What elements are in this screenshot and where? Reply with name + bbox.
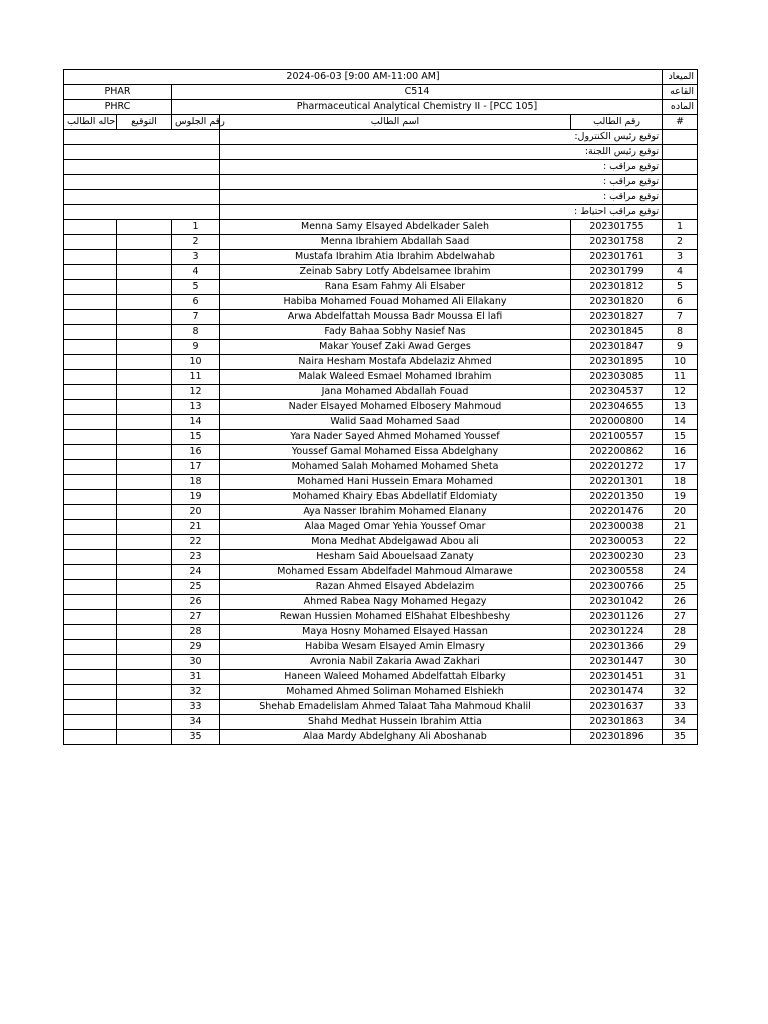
student-name: Shehab Emadelislam Ahmed Talaat Taha Mahmoud Khalil: [220, 700, 571, 715]
student-signature-cell: [117, 355, 172, 370]
seat-number: 22: [172, 535, 220, 550]
seat-number: 15: [172, 430, 220, 445]
seat-number: 8: [172, 325, 220, 340]
student-id: 202301447: [571, 655, 663, 670]
student-status-cell: [64, 235, 117, 250]
student-name: Mohamed Ahmed Soliman Mohamed Elshiekh: [220, 685, 571, 700]
seat-number: 21: [172, 520, 220, 535]
exam-date: 2024-06-03 [9:00 AM-11:00 AM]: [64, 70, 663, 85]
table-row: [64, 490, 698, 505]
seat-number: 25: [172, 580, 220, 595]
student-name: Habiba Wesam Elsayed Amin Elmasry: [220, 640, 571, 655]
student-id: 202300230: [571, 550, 663, 565]
student-status-cell: [64, 400, 117, 415]
student-status-cell: [64, 250, 117, 265]
student-id: 202201476: [571, 505, 663, 520]
table-row: [64, 295, 698, 310]
student-signature-cell: [117, 235, 172, 250]
signature-row: [64, 145, 698, 160]
row-index: 29: [663, 640, 698, 655]
row-index: 1: [663, 220, 698, 235]
row-index: 3: [663, 250, 698, 265]
seat-number: 33: [172, 700, 220, 715]
table-row: [64, 625, 698, 640]
signature-blank-left: [64, 175, 220, 190]
student-name: Mustafa Ibrahim Atia Ibrahim Abdelwahab: [220, 250, 571, 265]
seat-number: 13: [172, 400, 220, 415]
student-id: 202301042: [571, 595, 663, 610]
student-id: 202201350: [571, 490, 663, 505]
seat-number: 19: [172, 490, 220, 505]
student-name: Malak Waleed Esmael Mohamed Ibrahim: [220, 370, 571, 385]
student-name: Rana Esam Fahmy Ali Elsaber: [220, 280, 571, 295]
student-name: Fady Bahaa Sobhy Nasief Nas: [220, 325, 571, 340]
row-index: 21: [663, 520, 698, 535]
table-row: [64, 265, 698, 280]
student-id: 202300766: [571, 580, 663, 595]
col-signature-header: التوقيع: [117, 115, 172, 130]
table-row: [64, 535, 698, 550]
student-status-cell: [64, 490, 117, 505]
student-signature-cell: [117, 250, 172, 265]
seat-number: 3: [172, 250, 220, 265]
seat-number: 24: [172, 565, 220, 580]
signature-blank-right: [663, 160, 698, 175]
row-index: 23: [663, 550, 698, 565]
row-index: 22: [663, 535, 698, 550]
student-name: Alaa Maged Omar Yehia Youssef Omar: [220, 520, 571, 535]
student-status-cell: [64, 385, 117, 400]
student-id: 202301799: [571, 265, 663, 280]
student-status-cell: [64, 715, 117, 730]
table-row: [64, 505, 698, 520]
student-status-cell: [64, 565, 117, 580]
student-status-cell: [64, 325, 117, 340]
student-name: Mona Medhat Abdelgawad Abou ali: [220, 535, 571, 550]
subject-row: [64, 100, 698, 115]
table-row: [64, 595, 698, 610]
column-header-row: [64, 115, 698, 130]
subject-code: PHRC: [64, 100, 172, 115]
student-id: 202200862: [571, 445, 663, 460]
row-index: 35: [663, 730, 698, 745]
seat-number: 16: [172, 445, 220, 460]
seat-number: 26: [172, 595, 220, 610]
student-id: 202301812: [571, 280, 663, 295]
student-name: Zeinab Sabry Lotfy Abdelsamee Ibrahim: [220, 265, 571, 280]
student-status-cell: [64, 700, 117, 715]
signature-blank-right: [663, 205, 698, 220]
table-row: [64, 445, 698, 460]
student-status-cell: [64, 550, 117, 565]
student-id: 202301761: [571, 250, 663, 265]
seat-number: 11: [172, 370, 220, 385]
row-index: 12: [663, 385, 698, 400]
table-row: [64, 310, 698, 325]
student-id: 202301863: [571, 715, 663, 730]
student-status-cell: [64, 340, 117, 355]
student-name: Habiba Mohamed Fouad Mohamed Ali Ellakany: [220, 295, 571, 310]
signature-row: [64, 130, 698, 145]
student-status-cell: [64, 280, 117, 295]
signature-row: [64, 175, 698, 190]
student-signature-cell: [117, 730, 172, 745]
signature-row: [64, 190, 698, 205]
student-name: Yara Nader Sayed Ahmed Mohamed Youssef: [220, 430, 571, 445]
row-index: 26: [663, 595, 698, 610]
seat-number: 10: [172, 355, 220, 370]
table-row: [64, 250, 698, 265]
student-signature-cell: [117, 595, 172, 610]
student-name: Naira Hesham Mostafa Abdelaziz Ahmed: [220, 355, 571, 370]
table-row: [64, 520, 698, 535]
signature-label: توقيع مراقب :: [220, 175, 663, 190]
student-name: Maya Hosny Mohamed Elsayed Hassan: [220, 625, 571, 640]
student-signature-cell: [117, 220, 172, 235]
row-index: 25: [663, 580, 698, 595]
student-status-cell: [64, 580, 117, 595]
signature-blank-left: [64, 145, 220, 160]
student-id: 202304537: [571, 385, 663, 400]
seat-number: 18: [172, 475, 220, 490]
student-signature-cell: [117, 685, 172, 700]
table-row: [64, 400, 698, 415]
student-signature-cell: [117, 445, 172, 460]
row-index: 34: [663, 715, 698, 730]
row-index: 32: [663, 685, 698, 700]
signature-blank-right: [663, 190, 698, 205]
student-id: 202300558: [571, 565, 663, 580]
table-row: [64, 460, 698, 475]
signature-blank-left: [64, 130, 220, 145]
student-id: 202301896: [571, 730, 663, 745]
date-label: الميعاد: [663, 70, 698, 85]
student-name: Makar Yousef Zaki Awad Gerges: [220, 340, 571, 355]
row-index: 31: [663, 670, 698, 685]
student-id: 202301847: [571, 340, 663, 355]
student-status-cell: [64, 460, 117, 475]
student-signature-cell: [117, 385, 172, 400]
col-id-header: رقم الطالب: [571, 115, 663, 130]
room-row: [64, 85, 698, 100]
row-index: 20: [663, 505, 698, 520]
student-signature-cell: [117, 490, 172, 505]
student-id: 202301474: [571, 685, 663, 700]
student-signature-cell: [117, 265, 172, 280]
student-status-cell: [64, 685, 117, 700]
row-index: 14: [663, 415, 698, 430]
seat-number: 2: [172, 235, 220, 250]
table-row: [64, 325, 698, 340]
student-id: 202301845: [571, 325, 663, 340]
student-id: 202301758: [571, 235, 663, 250]
table-row: [64, 610, 698, 625]
student-status-cell: [64, 625, 117, 640]
row-index: 17: [663, 460, 698, 475]
signature-blank-left: [64, 160, 220, 175]
student-name: Mohamed Hani Hussein Emara Mohamed: [220, 475, 571, 490]
row-index: 28: [663, 625, 698, 640]
seat-number: 30: [172, 655, 220, 670]
student-signature-cell: [117, 535, 172, 550]
room-code: PHAR: [64, 85, 172, 100]
table-row: [64, 370, 698, 385]
table-row: [64, 235, 698, 250]
table-row: [64, 640, 698, 655]
seat-number: 12: [172, 385, 220, 400]
seat-number: 27: [172, 610, 220, 625]
row-index: 19: [663, 490, 698, 505]
col-index-header: #: [663, 115, 698, 130]
col-name-header: اسم الطالب: [220, 115, 571, 130]
seat-number: 31: [172, 670, 220, 685]
table-row: [64, 655, 698, 670]
student-name: Shahd Medhat Hussein Ibrahim Attia: [220, 715, 571, 730]
student-status-cell: [64, 220, 117, 235]
student-name: Haneen Waleed Mohamed Abdelfattah Elbarky: [220, 670, 571, 685]
seat-number: 23: [172, 550, 220, 565]
student-id: 202300038: [571, 520, 663, 535]
signature-label: توقيع رئيس اللجنة:: [220, 145, 663, 160]
signature-label: توقيع مراقب :: [220, 160, 663, 175]
signature-row: [64, 205, 698, 220]
student-signature-cell: [117, 670, 172, 685]
row-index: 4: [663, 265, 698, 280]
student-signature-cell: [117, 400, 172, 415]
signature-blank-right: [663, 130, 698, 145]
seat-number: 9: [172, 340, 220, 355]
student-status-cell: [64, 370, 117, 385]
attendance-sheet: [63, 69, 698, 745]
student-status-cell: [64, 445, 117, 460]
table-row: [64, 580, 698, 595]
student-name: Menna Samy Elsayed Abdelkader Saleh: [220, 220, 571, 235]
row-index: 27: [663, 610, 698, 625]
table-row: [64, 355, 698, 370]
student-id: 202301820: [571, 295, 663, 310]
signature-blank-right: [663, 145, 698, 160]
student-name: Alaa Mardy Abdelghany Ali Aboshanab: [220, 730, 571, 745]
student-signature-cell: [117, 580, 172, 595]
student-status-cell: [64, 670, 117, 685]
row-index: 33: [663, 700, 698, 715]
student-signature-cell: [117, 640, 172, 655]
student-id: 202301224: [571, 625, 663, 640]
student-status-cell: [64, 355, 117, 370]
signature-row: [64, 160, 698, 175]
table-row: [64, 550, 698, 565]
student-signature-cell: [117, 430, 172, 445]
table-row: [64, 565, 698, 580]
student-name: Nader Elsayed Mohamed Elbosery Mahmoud: [220, 400, 571, 415]
student-id: 202301366: [571, 640, 663, 655]
row-index: 2: [663, 235, 698, 250]
room-label: القاعه: [663, 85, 698, 100]
student-id: 202303085: [571, 370, 663, 385]
student-name: Aya Nasser Ibrahim Mohamed Elanany: [220, 505, 571, 520]
seat-number: 6: [172, 295, 220, 310]
row-index: 8: [663, 325, 698, 340]
subject-value: Pharmaceutical Analytical Chemistry II - [PCC 105]: [172, 100, 663, 115]
student-name: Mohamed Essam Abdelfadel Mahmoud Almarawe: [220, 565, 571, 580]
student-name: Hesham Said Abouelsaad Zanaty: [220, 550, 571, 565]
student-id: 202301126: [571, 610, 663, 625]
student-signature-cell: [117, 715, 172, 730]
student-signature-cell: [117, 610, 172, 625]
row-index: 30: [663, 655, 698, 670]
col-seat-header: رقم الجلوس: [172, 115, 220, 130]
student-id: 202201272: [571, 460, 663, 475]
student-signature-cell: [117, 505, 172, 520]
student-status-cell: [64, 610, 117, 625]
student-status-cell: [64, 505, 117, 520]
row-index: 5: [663, 280, 698, 295]
student-status-cell: [64, 415, 117, 430]
student-id: 202301755: [571, 220, 663, 235]
student-status-cell: [64, 595, 117, 610]
student-name: Avronia Nabil Zakaria Awad Zakhari: [220, 655, 571, 670]
seat-number: 17: [172, 460, 220, 475]
row-index: 7: [663, 310, 698, 325]
student-status-cell: [64, 430, 117, 445]
student-name: Rewan Hussien Mohamed ElShahat Elbeshbeshy: [220, 610, 571, 625]
student-id: 202000800: [571, 415, 663, 430]
student-status-cell: [64, 640, 117, 655]
row-index: 24: [663, 565, 698, 580]
signature-blank-right: [663, 175, 698, 190]
student-status-cell: [64, 295, 117, 310]
student-signature-cell: [117, 325, 172, 340]
student-signature-cell: [117, 280, 172, 295]
student-name: Jana Mohamed Abdallah Fouad: [220, 385, 571, 400]
student-signature-cell: [117, 475, 172, 490]
student-id: 202100557: [571, 430, 663, 445]
student-id: 202201301: [571, 475, 663, 490]
seat-number: 4: [172, 265, 220, 280]
table-row: [64, 730, 698, 745]
seat-number: 34: [172, 715, 220, 730]
signature-blank-left: [64, 205, 220, 220]
signature-blank-left: [64, 190, 220, 205]
student-status-cell: [64, 520, 117, 535]
table-row: [64, 670, 698, 685]
seat-number: 14: [172, 415, 220, 430]
col-status-header: حاله الطالب: [64, 115, 117, 130]
row-index: 16: [663, 445, 698, 460]
row-index: 13: [663, 400, 698, 415]
signature-label: توقيع مراقب احتياط :: [220, 205, 663, 220]
student-id: 202301451: [571, 670, 663, 685]
student-id: 202301895: [571, 355, 663, 370]
table-row: [64, 475, 698, 490]
row-index: 15: [663, 430, 698, 445]
student-status-cell: [64, 535, 117, 550]
seat-number: 35: [172, 730, 220, 745]
student-signature-cell: [117, 370, 172, 385]
student-name: Ahmed Rabea Nagy Mohamed Hegazy: [220, 595, 571, 610]
seat-number: 1: [172, 220, 220, 235]
student-name: Razan Ahmed Elsayed Abdelazim: [220, 580, 571, 595]
seat-number: 7: [172, 310, 220, 325]
student-name: Menna Ibrahiem Abdallah Saad: [220, 235, 571, 250]
table-row: [64, 340, 698, 355]
student-signature-cell: [117, 310, 172, 325]
table-row: [64, 385, 698, 400]
student-signature-cell: [117, 295, 172, 310]
sheet-body: [64, 70, 698, 745]
signature-label: توقيع مراقب :: [220, 190, 663, 205]
student-id: 202304655: [571, 400, 663, 415]
student-status-cell: [64, 265, 117, 280]
student-name: Arwa Abdelfattah Moussa Badr Moussa El lafi: [220, 310, 571, 325]
subject-label: الماده: [663, 100, 698, 115]
row-index: 18: [663, 475, 698, 490]
student-signature-cell: [117, 340, 172, 355]
table-row: [64, 715, 698, 730]
student-signature-cell: [117, 655, 172, 670]
room-value: C514: [172, 85, 663, 100]
student-status-cell: [64, 730, 117, 745]
table-row: [64, 415, 698, 430]
student-status-cell: [64, 655, 117, 670]
student-signature-cell: [117, 550, 172, 565]
seat-number: 32: [172, 685, 220, 700]
student-signature-cell: [117, 625, 172, 640]
student-id: 202301827: [571, 310, 663, 325]
student-name: Mohamed Salah Mohamed Mohamed Sheta: [220, 460, 571, 475]
student-signature-cell: [117, 460, 172, 475]
student-status-cell: [64, 475, 117, 490]
seat-number: 29: [172, 640, 220, 655]
student-name: Youssef Gamal Mohamed Eissa Abdelghany: [220, 445, 571, 460]
date-row: [64, 70, 698, 85]
table-row: [64, 700, 698, 715]
table-row: [64, 280, 698, 295]
table-row: [64, 430, 698, 445]
student-id: 202300053: [571, 535, 663, 550]
student-name: Walid Saad Mohamed Saad: [220, 415, 571, 430]
student-signature-cell: [117, 520, 172, 535]
row-index: 10: [663, 355, 698, 370]
row-index: 6: [663, 295, 698, 310]
seat-number: 20: [172, 505, 220, 520]
student-id: 202301637: [571, 700, 663, 715]
row-index: 9: [663, 340, 698, 355]
signature-label: توقيع رئيس الكنترول:: [220, 130, 663, 145]
student-status-cell: [64, 310, 117, 325]
seat-number: 28: [172, 625, 220, 640]
row-index: 11: [663, 370, 698, 385]
table-row: [64, 685, 698, 700]
student-signature-cell: [117, 700, 172, 715]
student-signature-cell: [117, 565, 172, 580]
student-name: Mohamed Khairy Ebas Abdellatif Eldomiaty: [220, 490, 571, 505]
student-signature-cell: [117, 415, 172, 430]
seat-number: 5: [172, 280, 220, 295]
table-row: [64, 220, 698, 235]
